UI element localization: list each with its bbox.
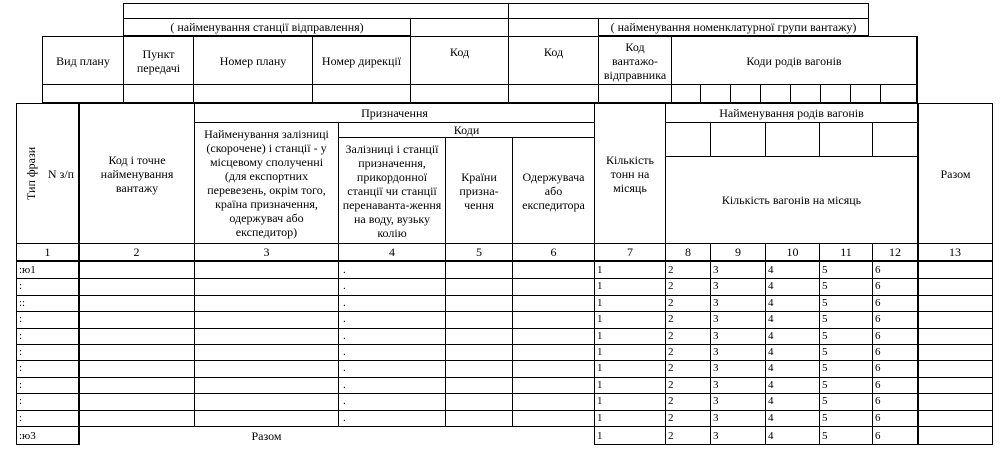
destination-header: Призначення: [361, 106, 428, 120]
recipient-header: Одержувача або експедитора: [522, 169, 585, 212]
row-cell-c12: 6: [875, 412, 881, 424]
row-cell-c10: 4: [768, 280, 774, 292]
column-number-1: 1: [44, 245, 51, 259]
row-cell-c12: 6: [875, 280, 881, 292]
row-cell-c9: 3: [713, 379, 719, 391]
row-cell-c8: 2: [668, 280, 674, 292]
row-cell-c4: .: [343, 379, 346, 391]
row-cell-c11: 5: [822, 379, 828, 391]
row-cell-c4: .: [343, 330, 346, 342]
total-row-phase: :ю3: [19, 430, 36, 442]
row-cell-c7: 1: [597, 264, 603, 276]
row-cell-c10: 4: [768, 264, 774, 276]
row-cell-c11: 5: [822, 280, 828, 292]
row-cell-c8: 2: [668, 362, 674, 374]
row-cell-phase: :ю1: [19, 264, 36, 276]
row-cell-c10: 4: [768, 379, 774, 391]
row-cell-c7: 1: [597, 412, 603, 424]
code-label-1: Код: [449, 44, 470, 59]
cargo-code-header: Код і точне найменування вантажу: [100, 152, 174, 195]
column-number-8: 8: [685, 245, 691, 259]
row-cell-c11: 5: [822, 412, 828, 424]
row-cell-c10: 4: [768, 362, 774, 374]
column-number-11: 11: [840, 245, 852, 259]
column-number-12: 12: [889, 245, 901, 259]
row-cell-c9: 3: [713, 280, 719, 292]
row-cell-c7: 1: [597, 330, 603, 342]
row-cell-c11: 5: [822, 395, 828, 407]
row-cell-phase: :: [19, 330, 23, 342]
row-cell-c11: 5: [822, 313, 828, 325]
row-cell-c4: .: [343, 264, 346, 276]
row-cell-c9: 3: [713, 297, 719, 309]
row-cell-c7: 1: [597, 395, 603, 407]
row-number-header: N з/п: [47, 166, 75, 181]
row-cell-phase: :: [19, 379, 23, 391]
row-cell-c12: 6: [875, 330, 881, 342]
row-cell-phase: :: [19, 362, 23, 374]
row-cell-c4: .: [343, 412, 346, 424]
row-cell-c9: 3: [713, 313, 719, 325]
row-cell-c4: .: [343, 362, 346, 374]
row-cell-c10: 4: [768, 330, 774, 342]
column-number-6: 6: [550, 245, 557, 259]
row-cell-c9: 3: [713, 412, 719, 424]
row-cell-c8: 2: [668, 297, 674, 309]
row-cell-c12: 6: [875, 264, 881, 276]
row-cell-c8: 2: [668, 412, 674, 424]
total-row-c8: 2: [668, 430, 674, 442]
column-number-2: 2: [133, 245, 140, 259]
total-row-c10: 4: [768, 430, 774, 442]
row-cell-c11: 5: [822, 330, 828, 342]
row-cell-c7: 1: [597, 280, 603, 292]
column-number-10: 10: [786, 245, 799, 259]
column-number-13: 13: [949, 245, 961, 259]
row-cell-c7: 1: [597, 379, 603, 391]
countries-header: Країни призна-чення: [459, 169, 499, 212]
railway-name-header: Найменування залізниці (скорочене) і станції - у місцевому сполученні (для експортних перевезень, окрім того, країна призначення, одержувач або експедитор): [204, 127, 329, 239]
row-cell-c10: 4: [768, 297, 774, 309]
column-number-5: 5: [476, 245, 482, 259]
wagons-per-month-header: Кількість вагонів на місяць: [721, 193, 862, 207]
row-cell-c7: 1: [597, 346, 603, 358]
row-cell-phase: ::: [19, 297, 26, 309]
row-cell-phase: :: [19, 395, 23, 407]
row-cell-c9: 3: [713, 264, 719, 276]
row-cell-c8: 2: [668, 379, 674, 391]
row-cell-c7: 1: [597, 362, 603, 374]
row-cell-phase: :: [19, 313, 23, 325]
column-number-3: 3: [263, 245, 270, 259]
plan-number-label: Номер плану: [219, 53, 287, 68]
row-cell-c9: 3: [713, 362, 719, 374]
shipper-code-label: Код вантажо-відправника: [603, 39, 667, 82]
plan-type-label: Вид плану: [56, 53, 110, 68]
row-cell-c11: 5: [822, 264, 828, 276]
row-cell-c10: 4: [768, 346, 774, 358]
row-cell-c9: 3: [713, 346, 719, 358]
row-cell-c4: .: [343, 313, 346, 325]
row-cell-c8: 2: [668, 395, 674, 407]
column-number-9: 9: [735, 245, 741, 259]
row-cell-c8: 2: [668, 346, 674, 358]
total-row-c7: 1: [597, 430, 603, 442]
column-number-7: 7: [627, 245, 633, 259]
row-cell-c9: 3: [713, 395, 719, 407]
row-cell-c11: 5: [822, 297, 828, 309]
row-cell-c7: 1: [597, 297, 603, 309]
cargo-group-caption: ( найменування номенклатурної групи вантажу): [610, 20, 857, 34]
phase-type-header: Тип фрази: [24, 146, 38, 201]
departure-station-caption: ( найменування станції відправлення): [170, 20, 364, 34]
row-cell-c12: 6: [875, 379, 881, 391]
row-cell-c10: 4: [768, 313, 774, 325]
total-row-c12: 6: [875, 430, 881, 442]
row-cell-c4: .: [343, 395, 346, 407]
row-cell-c8: 2: [668, 313, 674, 325]
row-cell-c4: .: [343, 280, 346, 292]
row-cell-phase: :: [19, 346, 23, 358]
row-cell-c11: 5: [822, 346, 828, 358]
transfer-point-label: Пункт передачі: [136, 46, 181, 75]
wagon-type-codes-label: Коди родів вагонів: [746, 53, 842, 68]
row-cell-c8: 2: [668, 264, 674, 276]
row-cell-c11: 5: [822, 362, 828, 374]
total-row-c9: 3: [713, 430, 719, 442]
codes-header: Коди: [453, 123, 480, 137]
row-cell-c4: .: [343, 346, 346, 358]
row-cell-c4: .: [343, 297, 346, 309]
total-row-label: Разом: [251, 428, 282, 443]
row-cell-c10: 4: [768, 412, 774, 424]
direction-number-label: Номер дирекції: [321, 53, 402, 68]
railway-station-codes-header: Залізниці і станції призначення, прикордонної станції чи станції перенаванта-ження на воду, вузьку колію: [342, 141, 442, 240]
row-cell-c12: 6: [875, 313, 881, 325]
row-cell-c12: 6: [875, 395, 881, 407]
code-label-2: Код: [543, 44, 564, 59]
tonnage-header: Кількість тонн на місяць: [605, 152, 654, 195]
row-cell-c12: 6: [875, 346, 881, 358]
row-cell-c12: 6: [875, 297, 881, 309]
row-cell-c9: 3: [713, 330, 719, 342]
row-cell-c7: 1: [597, 313, 603, 325]
row-cell-phase: :: [19, 412, 23, 424]
row-cell-c8: 2: [668, 330, 674, 342]
row-cell-phase: :: [19, 280, 23, 292]
column-number-4: 4: [389, 245, 395, 259]
wagon-type-names-header: Найменування родів вагонів: [719, 106, 864, 120]
total-row-c11: 5: [822, 430, 828, 442]
total-header: Разом: [940, 166, 971, 181]
row-cell-c10: 4: [768, 395, 774, 407]
row-cell-c12: 6: [875, 362, 881, 374]
